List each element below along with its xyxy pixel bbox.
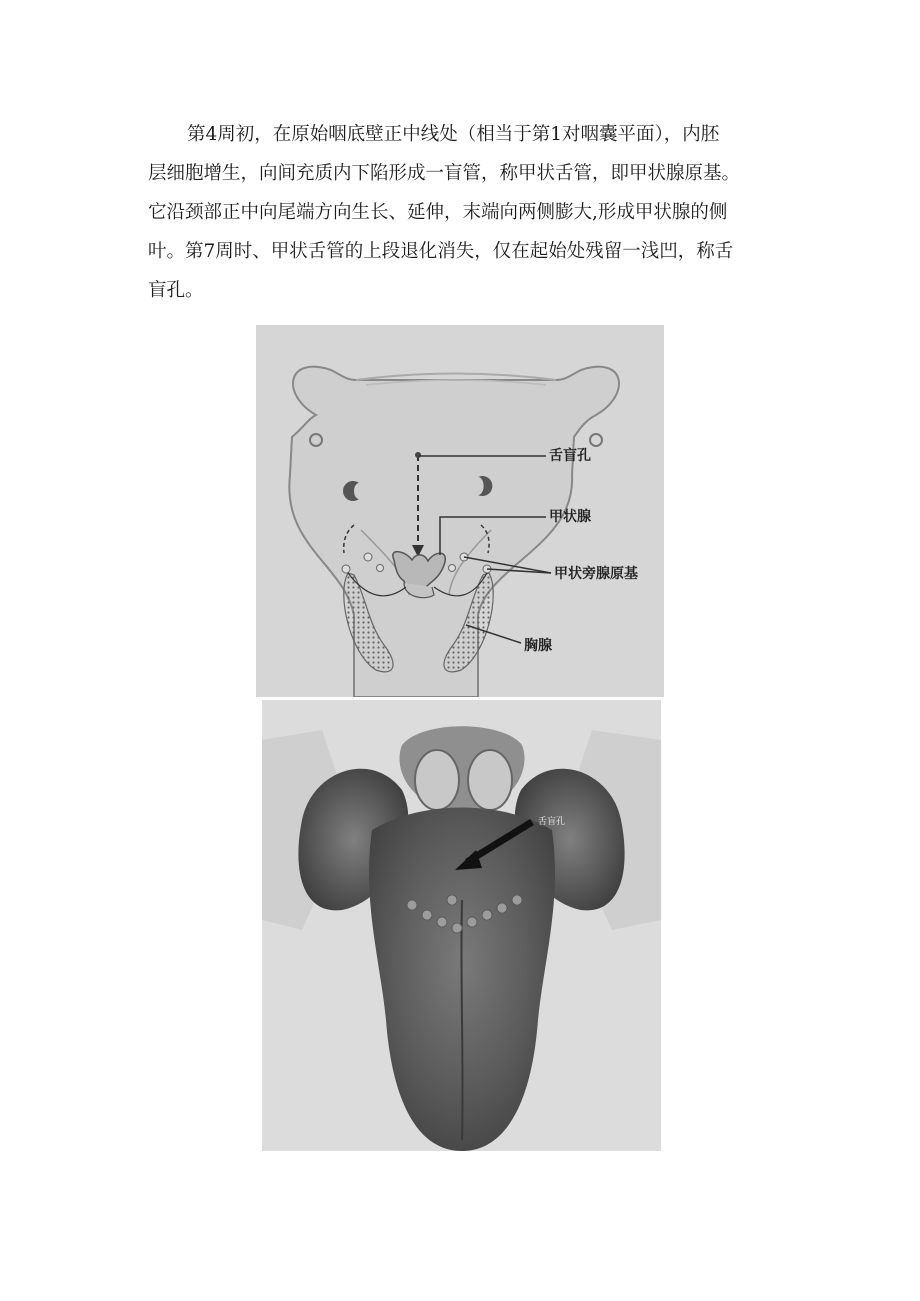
paragraph-line: 盲孔。 [148,280,204,301]
label-foramen-cecum-photo: 舌盲孔 [538,817,566,827]
paragraph-line: 它沿颈部正中向尾端方向生长、延伸，末端向两侧膨大,形成甲状腺的侧 [148,202,728,223]
body-paragraph [148,115,788,310]
label-parathyroid-primordium: 甲状旁腺原基 [554,566,638,582]
thyroid-development-diagram [256,325,664,697]
paragraph-line: 叶。第7周时、甲状舌管的上段退化消失，仅在起始处残留一浅凹，称舌 [148,241,734,262]
label-thyroid: 甲状腺 [549,509,591,525]
label-foramen-cecum: 舌盲孔 [549,448,591,464]
label-thymus: 胸腺 [524,638,552,654]
tongue-photo [262,700,661,1151]
paragraph-line: 第4周初，在原始咽底壁正中线处（相当于第1对咽囊平面），内胚 [187,124,720,145]
paragraph-line: 层细胞增生，向间充质内下陷形成一盲管，称甲状舌管，即甲状腺原基。 [148,163,741,184]
